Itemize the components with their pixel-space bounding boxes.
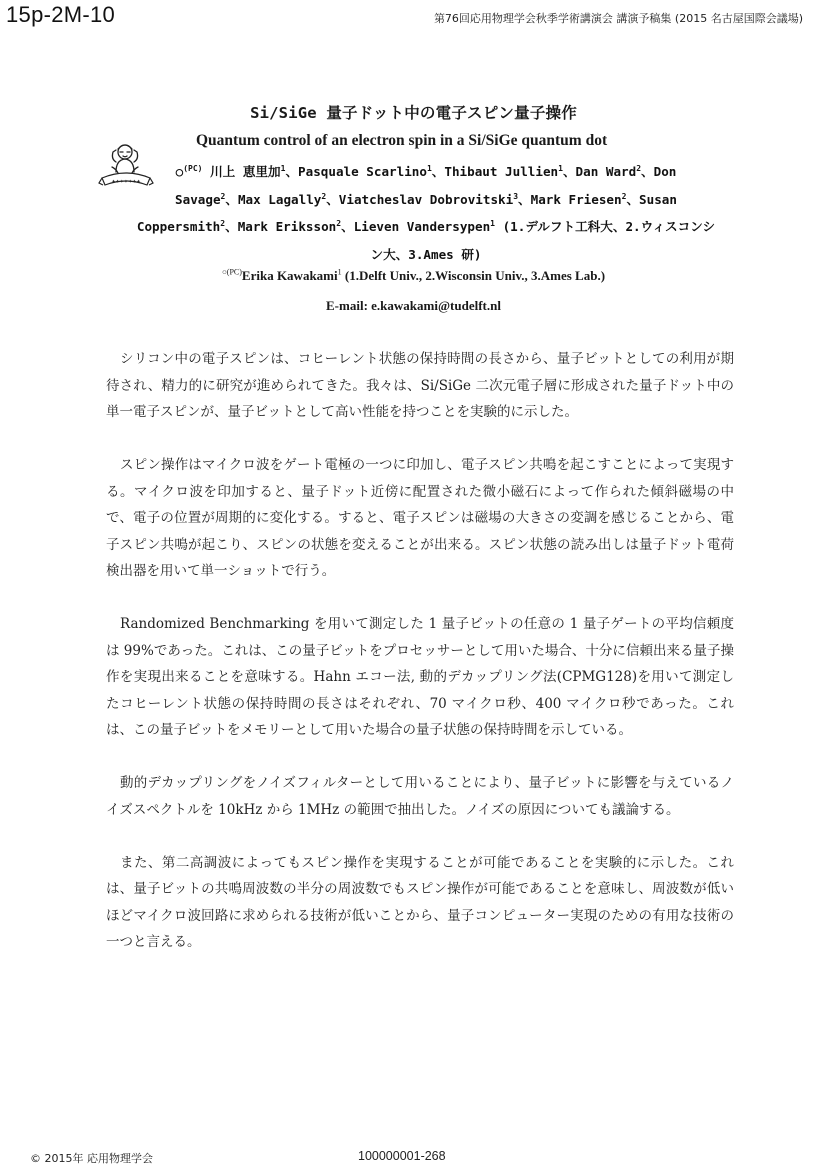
footer-number: 100000001-268: [358, 1149, 446, 1163]
email: E-mail: e.kawakami@tudelft.nl: [326, 298, 501, 313]
author-name: 、Mark Friesen: [518, 191, 622, 207]
author-english: [0, 268, 827, 284]
affiliation-sup: 1: [490, 219, 495, 228]
title-english: Quantum control of an electron spin in a Si/SiGe quantum dot: [196, 132, 608, 149]
author-name: 、Thibaut Jullien: [431, 164, 559, 179]
session-id: 15p-2M-10: [6, 2, 116, 27]
affiliations-en: (1.Delft Univ., 2.Wisconsin Univ., 3.Ames Lab.): [341, 268, 606, 283]
paragraph: また、第二高調波によってもスピン操作を実現することが可能であることを実験的に示した。これは、量子ビットの共鳴周波数の半分の周波数でもスピン操作が可能であることを意味し、周波数が低いほどマイクロ波回路に求められる技術が低いことから、量子コンピューター実現のための有用な技術の一つと言える。: [106, 854, 734, 950]
affiliations-ja: (1.デルフト工科大、2.ウィスコンシ: [502, 219, 716, 235]
presenter-mark: ○: [175, 164, 184, 179]
author-name-en: Erika Kawakami: [241, 268, 338, 283]
author-name: 、Pasquale Scarlino: [285, 164, 427, 179]
affiliation-sup: 3: [513, 191, 519, 201]
author-name: 、Mark Eriksson: [225, 219, 337, 235]
paragraph: 動的デカップリングをノイズフィルターとして用いることにより、量子ビットに影響を与えているノイズスペクトルを 10kHz から 1MHz の範囲で抽出した。ノイズの原因についても議論する。: [106, 775, 734, 818]
affiliation-sup: 1: [337, 267, 342, 277]
author-name: 、Lieven Vandersypen: [341, 219, 491, 235]
affiliation-sup: 2: [336, 219, 342, 228]
affiliation-sup: 1: [280, 163, 286, 173]
paragraph: シリコン中の電子スピンは、コヒーレント状態の保持時間の長さから、量子ビットとしての利用が期待され、精力的に研究が進められてきた。我々は、Si/SiGe 二次元電子層に形成された量子ドット中の単一電子スピンが、量子ビットとして高い性能を持つことを実験的に示した。: [106, 351, 734, 420]
affiliation-sup: 1: [558, 163, 563, 173]
affiliation-sup: 2: [636, 163, 642, 173]
conference-header: 第76回応用物理学会秋季学術講演会 講演予稿集 (2015 名古屋国際会議場): [433, 12, 803, 25]
author-name: Savage: [175, 191, 221, 207]
presenter-sup: (PC): [183, 163, 203, 173]
author-name: 、Dan Ward: [562, 164, 637, 179]
footer-copyright: © 2015年 応用物理学会: [30, 1152, 153, 1165]
affiliation-sup: 1: [426, 163, 432, 173]
title-japanese: Si/SiGe 量子ドット中の電子スピン量子操作: [250, 104, 577, 122]
author-name: 川上 恵里加: [210, 164, 281, 179]
abstract-body: [106, 346, 734, 982]
author-name: Coppersmith: [136, 219, 221, 235]
paragraph: Randomized Benchmarking を用いて測定した 1 量子ビットの任意の 1 量子ゲートの平均信頼度は 99%であった。これは、この量子ビットをプロセッサーとして用いた場合、十分に信頼出来る量子操作を実現出来ることを意味する。Hahn エコー法, 動的デカップリング法(CPMG128)を用いて測定したコヒーレント状態の保持時間の長さはそれぞれ、70 マイクロ秒、400 マイクロ秒であった。これは、この量子ビットをメモリーとして用いた場合の量子状態の保持時間を示している。: [106, 616, 734, 738]
svg-text:✦✦✦✦✦✦✦: ✦✦✦✦✦✦✦: [111, 179, 141, 185]
affiliation-sup: 2: [220, 219, 226, 228]
author-name: 、Susan: [626, 191, 677, 207]
author-name: 、Don: [641, 164, 677, 179]
author-name: 、Viatcheslav Dobrovitski: [326, 191, 514, 207]
author-name: 、Max Lagally: [225, 191, 322, 207]
paragraph: スピン操作はマイクロ波をゲート電極の一つに印加し、電子スピン共鳴を起こすことによって実現する。マイクロ波を印加すると、量子ドット近傍に配置された微小磁石によって作られた傾斜磁場の中で、電子の位置が周期的に変化する。すると、電子スピンは磁場の大きさの変調を感じることから、電子スピン共鳴が起こり、スピンの状態を変えることが出来る。スピン状態の読み出しは量子ドット電荷検出器を用いて単一ショットで行う。: [106, 457, 734, 579]
authors-japanese: [116, 158, 736, 268]
affiliation-sup: 2: [321, 191, 327, 201]
presenter-mark-en: ○(PC): [221, 267, 242, 277]
affiliation-sup: 2: [621, 191, 627, 201]
affiliation-sup: 2: [220, 191, 226, 201]
affiliations-ja-cont: ン大、3.Ames 研): [370, 246, 482, 262]
